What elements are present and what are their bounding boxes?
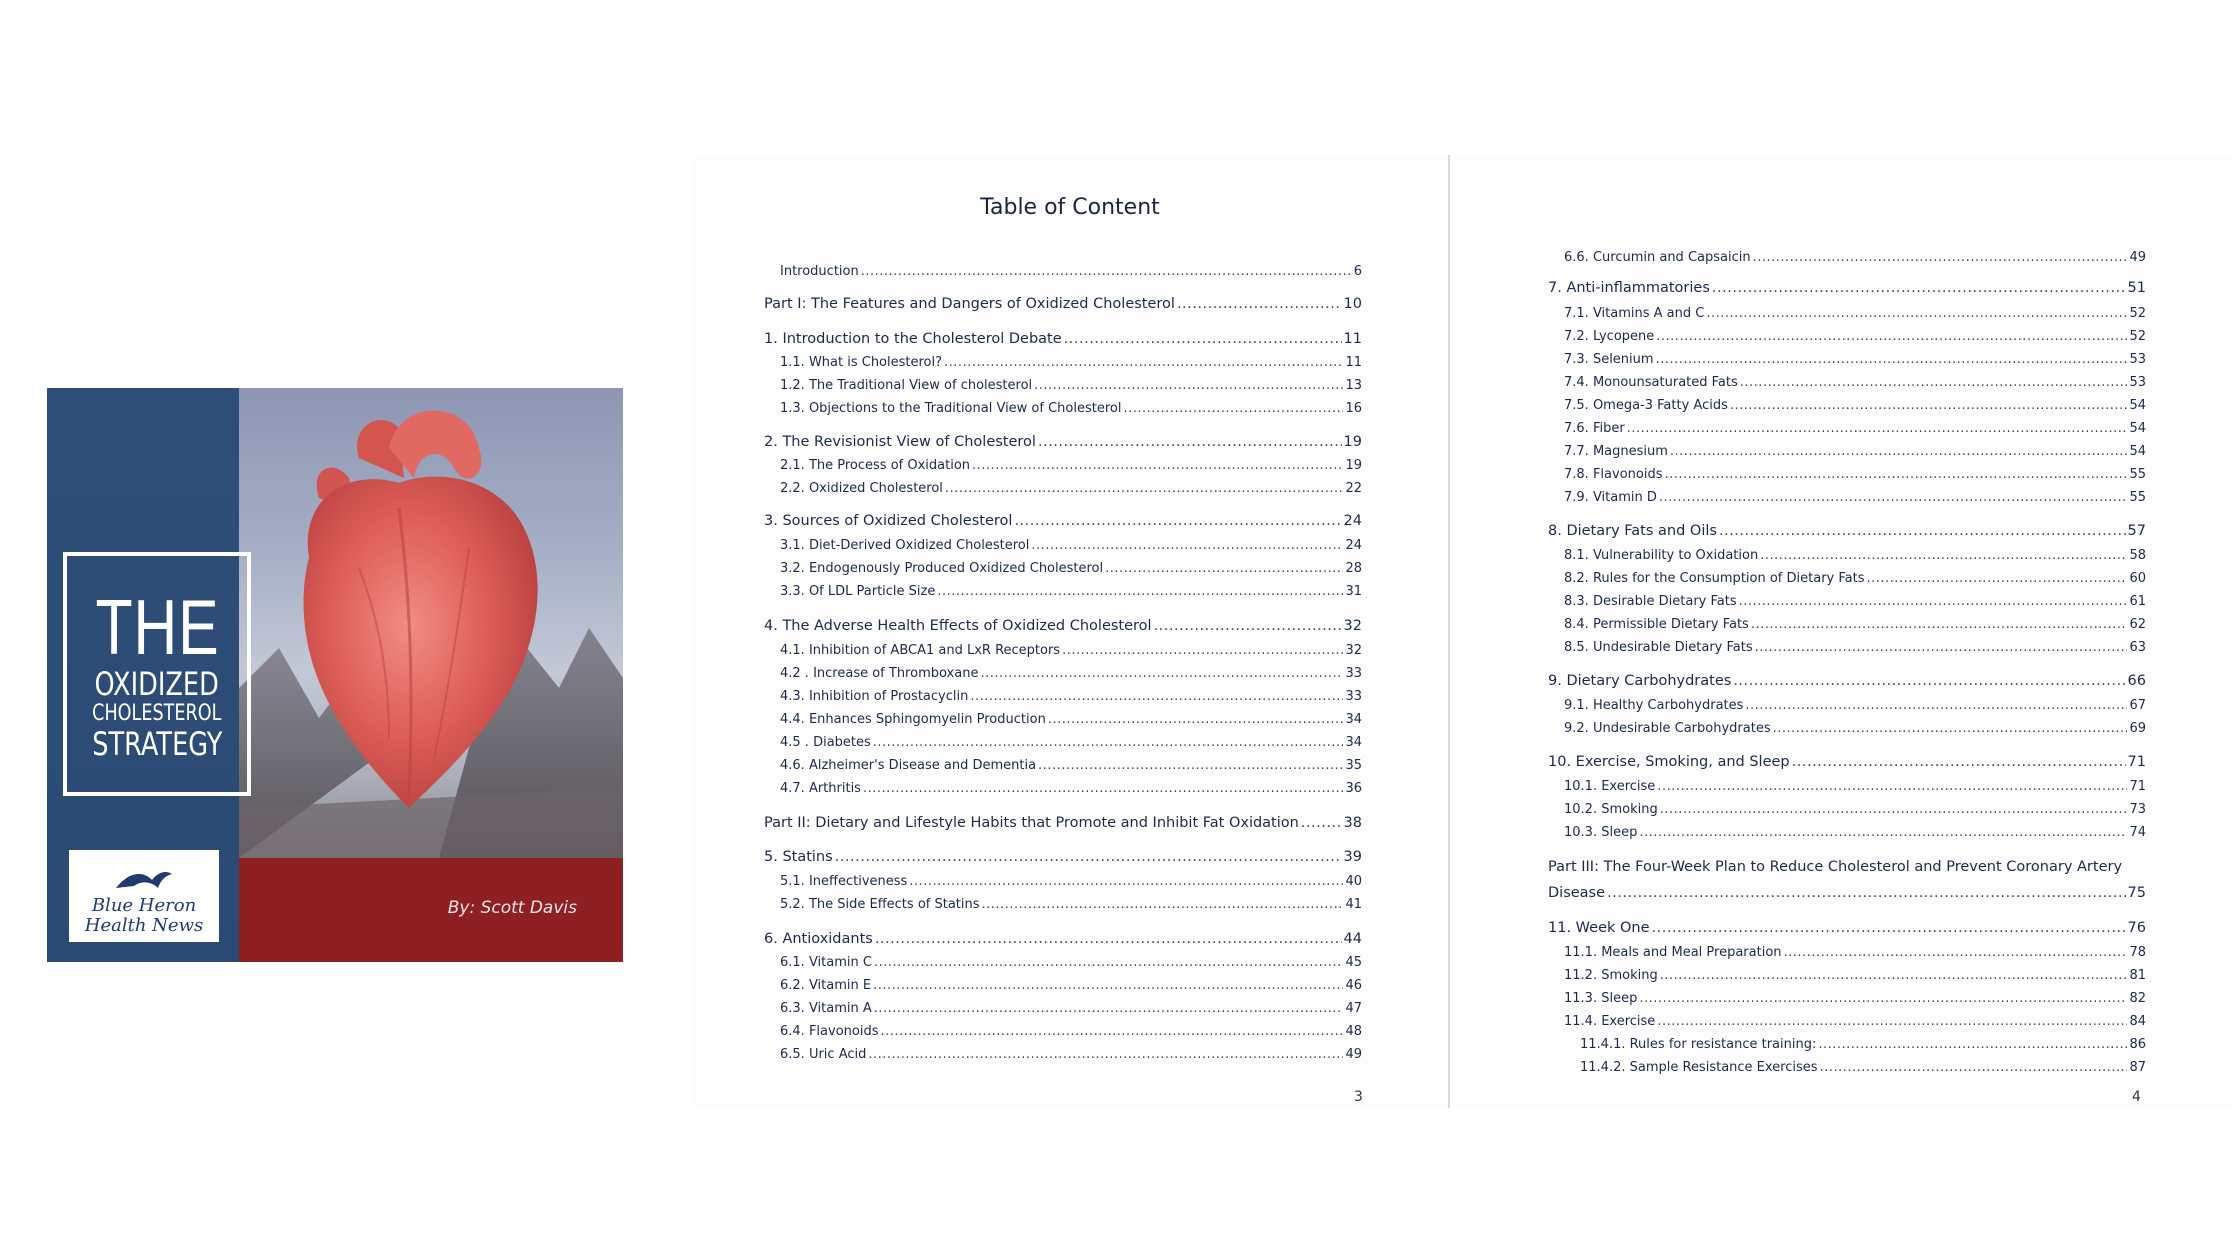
publisher-name-1: Blue Heron [91,895,197,916]
toc-leader-dots [1730,398,2128,413]
cover-title-strategy: STRATEGY [91,725,223,763]
toc-entry[interactable] [1548,523,2146,539]
toc-entry-title: 6.2. Vitamin E [780,978,872,993]
toc-entry-title: 8.5. Undesirable Dietary Fats [1564,640,1753,655]
toc-entry-title: 10.1. Exercise [1564,779,1656,794]
toc-entry-title: 11. Week One [1548,920,1650,936]
toc-entry[interactable] [1564,571,2146,586]
toc-entry-page: 51 [2127,280,2146,296]
toc-leader-dots [1154,618,1342,634]
toc-leader-dots [1639,825,2127,840]
toc-leader-dots [1867,571,2128,586]
toc-entry-title: 7.1. Vitamins A and C [1564,306,1705,321]
toc-entry-title: 10. Exercise, Smoking, and Sleep [1548,754,1790,770]
toc-entry[interactable] [780,955,1362,970]
toc-entry-page: 41 [1345,897,1362,912]
toc-entry-page: 10 [1343,296,1362,312]
toc-leader-dots [1760,548,2127,563]
toc-entry-title: 7.8. Flavonoids [1564,467,1663,482]
toc-leader-dots [863,781,1344,796]
toc-entry-title: 6.6. Curcumin and Capsaicin [1564,250,1751,265]
toc-entry[interactable] [1564,421,2146,436]
toc-entry[interactable] [1564,825,2146,840]
toc-entry-page: 32 [1343,618,1362,634]
toc-entry-page: 38 [1343,815,1362,831]
toc-entry-title: 11.2. Smoking [1564,968,1658,983]
toc-entry-page: 44 [1343,931,1362,947]
toc-entry-page: 11 [1343,331,1362,347]
toc-leader-dots [1652,920,2126,936]
toc-entry[interactable] [780,401,1362,416]
toc-entry-title: 1.3. Objections to the Traditional View of Cholesterol [780,401,1122,416]
toc-leader-dots [1660,802,2128,817]
toc-entry[interactable] [1564,991,2146,1006]
toc-entry[interactable] [1564,398,2146,413]
book-cover [47,388,623,962]
toc-entry[interactable] [764,931,1362,947]
toc-entry[interactable] [1564,640,2146,655]
toc-entry[interactable] [1580,1037,2146,1052]
toc-leader-dots [1177,296,1342,312]
toc-leader-dots [972,458,1343,473]
toc-leader-dots [1659,490,2128,505]
toc-entry-title: 6.1. Vitamin C [780,955,872,970]
toc-leader-dots [1031,538,1343,553]
toc-leader-dots [1664,467,2127,482]
toc-entry[interactable] [1564,968,2146,983]
toc-entry[interactable] [1564,721,2146,736]
toc-entry-page: 61 [2129,594,2146,609]
toc-entry[interactable] [780,378,1362,393]
toc-entry[interactable] [1564,548,2146,563]
toc-entry[interactable] [780,897,1362,912]
toc-leader-dots [1064,331,1342,347]
toc-entry-page: 71 [2129,779,2146,794]
cover-title-box [63,552,251,796]
toc-leader-dots [1739,594,2128,609]
toc-entry-page: 34 [1345,712,1362,727]
toc-leader-dots [868,1047,1343,1062]
toc-entry-page: 76 [2127,920,2146,936]
toc-title: Table of Content [980,195,1160,220]
toc-entry[interactable] [780,712,1362,727]
toc-leader-dots [1753,250,2128,265]
toc-entry-title: 11.1. Meals and Meal Preparation [1564,945,1782,960]
toc-entry[interactable] [1548,859,2146,875]
toc-leader-dots [880,1024,1343,1039]
toc-entry-page: 28 [1345,561,1362,576]
toc-leader-dots [1657,1014,2127,1029]
toc-entry-title: 5.1. Ineffectiveness [780,874,908,889]
toc-entry[interactable] [1548,885,2146,901]
toc-entry-title: 4.4. Enhances Sphingomyelin Production [780,712,1046,727]
toc-entry[interactable] [1564,352,2146,367]
toc-leader-dots [1745,698,2127,713]
heron-icon [114,866,174,896]
toc-entry-page: 55 [2129,490,2146,505]
toc-page-right [1452,157,2238,1107]
toc-entry-title: 10.2. Smoking [1564,802,1658,817]
toc-leader-dots [1751,617,2128,632]
toc-entry-title: 4.1. Inhibition of ABCA1 and LxR Receptors [780,643,1061,658]
toc-entry-title: Part II: Dietary and Lifestyle Habits that Promote and Inhibit Fat Oxidation [764,815,1299,831]
toc-entry-title: 10.3. Sleep [1564,825,1638,840]
toc-leader-dots [945,481,1344,496]
toc-leader-dots [982,897,1344,912]
toc-entry-title: 8.1. Vulnerability to Oxidation [1564,548,1759,563]
toc-leader-dots [937,584,1343,599]
toc-entry-title: 11.4. Exercise [1564,1014,1656,1029]
toc-entry-title: 8.4. Permissible Dietary Fats [1564,617,1749,632]
toc-entry[interactable] [780,481,1362,496]
toc-entry-title: 3.2. Endogenously Produced Oxidized Cholesterol [780,561,1104,576]
toc-entry-page: 49 [2129,250,2146,265]
toc-entry[interactable] [780,1047,1362,1062]
toc-entry-page: 48 [1345,1024,1362,1039]
toc-entry-page: 24 [1343,513,1362,529]
toc-entry[interactable] [780,874,1362,889]
toc-entry-page: 86 [2129,1037,2146,1052]
toc-entry-title: 11.3. Sleep [1564,991,1638,1006]
toc-entry-title: 1.2. The Traditional View of cholesterol [780,378,1033,393]
toc-entry[interactable] [780,781,1362,796]
toc-entry-title: 7.4. Monounsaturated Fats [1564,375,1738,390]
toc-entry[interactable] [1548,280,2146,296]
toc-entry-title: 7. Anti-inflammatories [1548,280,1710,296]
toc-leader-dots [1123,401,1343,416]
toc-leader-dots [1014,513,1341,529]
toc-entry[interactable] [1580,1060,2146,1075]
toc-leader-dots [1740,375,2128,390]
toc-entry-title: 7.5. Omega-3 Fatty Acids [1564,398,1728,413]
toc-entry[interactable] [1564,250,2146,265]
toc-entry-title: Disease [1548,885,1606,901]
toc-entry[interactable] [1564,698,2146,713]
toc-entry-page: 31 [1345,584,1362,599]
toc-leader-dots [1773,721,2128,736]
toc-leader-dots [873,735,1344,750]
toc-entry-title: 4.3. Inhibition of Prostacyclin [780,689,969,704]
toc-entry-page: 73 [2129,802,2146,817]
toc-entry[interactable] [764,815,1362,831]
toc-entry[interactable] [780,643,1362,658]
toc-entry-page: 54 [2129,421,2146,436]
toc-entry-page: 53 [2129,375,2146,390]
toc-leader-dots [1062,643,1343,658]
toc-leader-dots [1639,991,2127,1006]
toc-entry-title: 4.6. Alzheimer's Disease and Dementia [780,758,1037,773]
toc-entry-page: 71 [2127,754,2146,770]
toc-entry-page: 45 [1345,955,1362,970]
toc-entry[interactable] [1564,490,2146,505]
toc-entry-title: 8.3. Desirable Dietary Fats [1564,594,1737,609]
toc-entry-page: 13 [1345,378,1362,393]
toc-entry-page: 66 [2127,673,2146,689]
toc-entry-title: 7.6. Fiber [1564,421,1625,436]
toc-entry[interactable] [1564,617,2146,632]
toc-entry-title: Introduction [780,264,859,279]
toc-entry-page: 82 [2129,991,2146,1006]
toc-leader-dots [874,955,1344,970]
toc-entry[interactable] [764,331,1362,347]
toc-entry-page: 22 [1345,481,1362,496]
toc-leader-dots [1105,561,1343,576]
heart-illustration [239,388,623,858]
toc-entry-page: 84 [2129,1014,2146,1029]
toc-leader-dots [1656,329,2127,344]
toc-leader-dots [1656,352,2128,367]
toc-leader-dots [1719,523,2126,539]
toc-entry[interactable] [764,296,1362,312]
toc-entry-page: 52 [2129,329,2146,344]
toc-entry[interactable] [1564,802,2146,817]
toc-entry[interactable] [1564,467,2146,482]
toc-entry[interactable] [1564,945,2146,960]
toc-entry[interactable] [780,584,1362,599]
toc-entry-page: 24 [1345,538,1362,553]
toc-entry-page: 58 [2129,548,2146,563]
toc-entry-title: 11.4.1. Rules for resistance training: [1580,1037,1817,1052]
toc-leader-dots [873,978,1343,993]
toc-entry-title: 8.2. Rules for the Consumption of Dietary Fats [1564,571,1865,586]
toc-leader-dots [1607,885,2126,901]
toc-entry-page: 54 [2129,444,2146,459]
toc-entry[interactable] [780,735,1362,750]
toc-entry-title: 1.1. What is Cholesterol? [780,355,943,370]
toc-entry[interactable] [764,618,1362,634]
toc-entry[interactable] [1548,754,2146,770]
toc-entry-title: 9.2. Undesirable Carbohydrates [1564,721,1771,736]
toc-entry-title: 7.7. Magnesium [1564,444,1668,459]
toc-entry-title: 8. Dietary Fats and Oils [1548,523,1717,539]
toc-entry-page: 87 [2129,1060,2146,1075]
toc-entry-title: 5.2. The Side Effects of Statins [780,897,980,912]
toc-entry-title: 2.2. Oxidized Cholesterol [780,481,943,496]
toc-leader-dots [909,874,1343,889]
page-divider [1448,155,1450,1108]
toc-leader-dots [1706,306,2127,321]
toc-entry-title: 4. The Adverse Health Effects of Oxidized Cholesterol [764,618,1152,634]
publisher-name-2: Health News [84,915,204,936]
toc-entry[interactable] [780,978,1362,993]
toc-entry[interactable] [1564,306,2146,321]
toc-entry-title: 7.9. Vitamin D [1564,490,1657,505]
toc-entry-title: Part I: The Features and Dangers of Oxidized Cholesterol [764,296,1175,312]
toc-leader-dots [1627,421,2128,436]
toc-leader-dots [1755,640,2128,655]
toc-entry-page: 16 [1345,401,1362,416]
toc-entry-title: 7.3. Selenium [1564,352,1654,367]
toc-entry-page: 39 [1343,849,1362,865]
toc-entry[interactable] [764,434,1362,450]
toc-entry-page: 74 [2129,825,2146,840]
toc-entry[interactable] [780,538,1362,553]
toc-entry[interactable] [1564,594,2146,609]
toc-entry-page: 63 [2129,640,2146,655]
toc-entry-page: 40 [1345,874,1362,889]
toc-entry-title: 6.3. Vitamin A [780,1001,872,1016]
toc-entry-page: 47 [1345,1001,1362,1016]
toc-leader-dots [835,849,1342,865]
toc-leader-dots [1818,1037,2127,1052]
publisher-logo [69,850,219,942]
toc-leader-dots [1792,754,2126,770]
toc-entry-title: 4.7. Arthritis [780,781,861,796]
toc-entry-title: 9. Dietary Carbohydrates [1548,673,1732,689]
toc-leader-dots [980,666,1343,681]
toc-entry-page: 62 [2129,617,2146,632]
toc-entry-title: Part III: The Four-Week Plan to Reduce Cholesterol and Prevent Coronary Artery [1548,859,2123,875]
toc-entry-title: 9.1. Healthy Carbohydrates [1564,698,1744,713]
toc-leader-dots [1712,280,2126,296]
toc-leader-dots [1670,444,2128,459]
toc-entry-page: 75 [2127,885,2146,901]
toc-entry[interactable] [780,264,1362,279]
toc-entry-title: 6. Antioxidants [764,931,873,947]
toc-leader-dots [970,689,1343,704]
toc-entry-title: 5. Statins [764,849,833,865]
toc-entry-page: 67 [2129,698,2146,713]
toc-leader-dots [1660,968,2128,983]
toc-entry[interactable] [1564,329,2146,344]
toc-entry-title: 3.3. Of LDL Particle Size [780,584,936,599]
toc-leader-dots [1733,673,2125,689]
toc-entry-title: 4.5 . Diabetes [780,735,871,750]
toc-entry[interactable] [780,458,1362,473]
toc-page-left [692,157,1448,1107]
cover-author: By: Scott Davis [447,898,577,918]
toc-entry-title: 1. Introduction to the Cholesterol Debate [764,331,1062,347]
toc-entry-title: 2. The Revisionist View of Cholesterol [764,434,1036,450]
toc-entry[interactable] [1548,920,2146,936]
toc-entry-title: 6.5. Uric Acid [780,1047,867,1062]
page-number-left: 3 [1354,1089,1363,1105]
toc-entry-page: 6 [1353,264,1362,279]
toc-entry[interactable] [1564,444,2146,459]
toc-entry-page: 60 [2129,571,2146,586]
toc-entry-page: 19 [1343,434,1362,450]
toc-entry[interactable] [780,689,1362,704]
cover-title-oxidized: OXIDIZED [94,665,220,703]
toc-entry[interactable] [780,355,1362,370]
toc-entry-title: 2.1. The Process of Oxidation [780,458,971,473]
toc-entry-page: 33 [1345,666,1362,681]
toc-entry-page: 69 [2129,721,2146,736]
toc-entry[interactable] [764,513,1362,529]
toc-entry-title: 4.2 . Increase of Thromboxane [780,666,979,681]
toc-entry[interactable] [1548,673,2146,689]
toc-leader-dots [1820,1060,2128,1075]
toc-leader-dots [875,931,1342,947]
toc-entry[interactable] [1564,375,2146,390]
toc-entry[interactable] [1564,1014,2146,1029]
toc-entry-page: 78 [2129,945,2146,960]
toc-entry-page: 33 [1345,689,1362,704]
toc-entry-page: 57 [2127,523,2146,539]
toc-entry-page: 52 [2129,306,2146,321]
toc-entry-title: 3. Sources of Oxidized Cholesterol [764,513,1013,529]
cover-title-cholesterol: CHOLESTEROL [92,701,222,726]
toc-leader-dots [1038,758,1343,773]
toc-entry-page: 32 [1345,643,1362,658]
toc-entry-page: 11 [1345,355,1362,370]
toc-entry-page: 53 [2129,352,2146,367]
toc-entry-title: 6.4. Flavonoids [780,1024,879,1039]
toc-entry-page: 55 [2129,467,2146,482]
toc-entry-page: 49 [1345,1047,1362,1062]
toc-leader-dots [1048,712,1344,727]
toc-entry[interactable] [764,849,1362,865]
toc-entry-page: 34 [1345,735,1362,750]
toc-entry-page: 19 [1345,458,1362,473]
toc-leader-dots [1038,434,1342,450]
toc-entry[interactable] [1564,779,2146,794]
page-number-right: 4 [2132,1089,2141,1105]
toc-entry[interactable] [780,666,1362,681]
toc-entry-title: 7.2. Lycopene [1564,329,1655,344]
toc-entry-page: 46 [1345,978,1362,993]
toc-entry-title: 11.4.2. Sample Resistance Exercises [1580,1060,1818,1075]
toc-leader-dots [1784,945,2128,960]
toc-entry-page: 54 [2129,398,2146,413]
toc-entry[interactable] [780,561,1362,576]
toc-leader-dots [874,1001,1344,1016]
toc-entry-page: 36 [1345,781,1362,796]
toc-entry-page: 35 [1345,758,1362,773]
toc-leader-dots [1657,779,2127,794]
toc-leader-dots [1034,378,1343,393]
toc-entry-page: 81 [2129,968,2146,983]
toc-leader-dots [944,355,1343,370]
toc-entry-title: 3.1. Diet-Derived Oxidized Cholesterol [780,538,1030,553]
toc-leader-dots [861,264,1352,279]
toc-entry[interactable] [780,1001,1362,1016]
toc-leader-dots [1301,815,1342,831]
toc-entry[interactable] [780,1024,1362,1039]
cover-title-the: THE [94,583,220,671]
toc-entry[interactable] [780,758,1362,773]
cover-heart-image [239,388,623,858]
